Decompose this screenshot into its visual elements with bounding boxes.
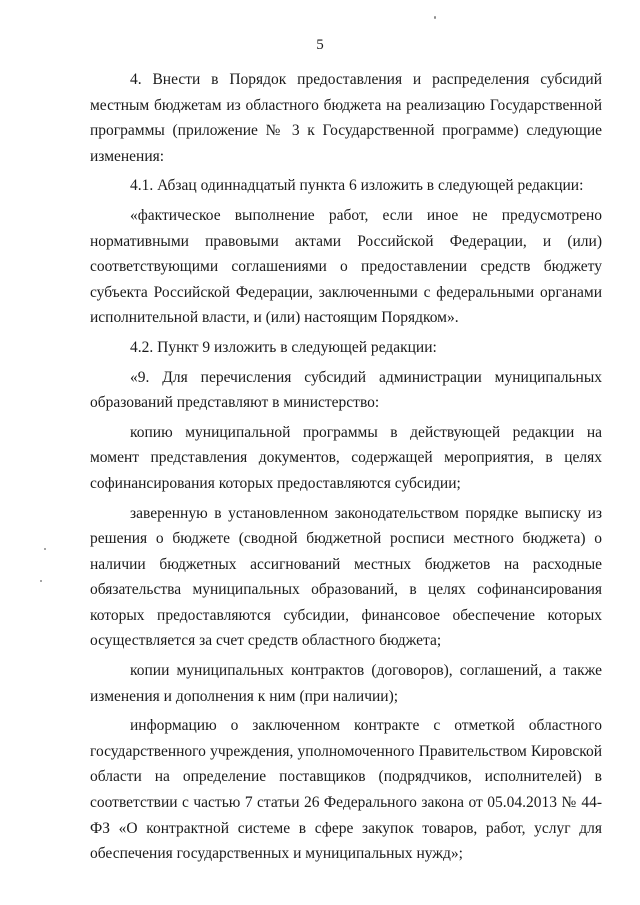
paragraph-item-4: 4. Внести в Порядок предоставления и распределения субсидий местным бюджетам из областного бюджета на реализацию Государственной программы (приложение № 3 к Государственной программе) следующие изменения: — [90, 71, 602, 165]
paragraph-budget-extract: заверенную в установленном законодательством порядке выписку из решения о бюджете (сводной бюджетной росписи местного бюджета) о наличии бюджетных ассигнований местных бюджетов на расходные обязательства муниципальных образований, в целях софинансирования которых предоставляются субсидии, финансовое обеспечение которых осуществляется за счет средств областного бюджета; — [90, 504, 602, 650]
scan-speck — [40, 580, 42, 582]
paragraph-item-9: «9. Для перечисления субсидий администрации муниципальных образований представляют в министерство: — [90, 368, 602, 412]
paragraph-contract-copies: копии муниципальных контрактов (договоров), соглашений, а также изменения и дополнения к ним (при наличии); — [90, 662, 602, 705]
scan-speck — [434, 16, 436, 19]
paragraph-item-4-1: 4.1. Абзац одиннадцатый пункта 6 изложить в следующей редакции: — [130, 177, 584, 195]
scan-speck — [44, 548, 46, 550]
document-body — [90, 67, 602, 867]
paragraph-quote-actual-performance: «фактическое выполнение работ, если иное не предусмотрено нормативными правовыми актами Российской Федерации, и (или) соответствующими соглашениями о предоставлении средств бюджету субъекта Российской Федерации, заключенными с федеральными органами исполнительной власти, и (или) настоящим Порядком». — [90, 206, 602, 327]
page-number: 5 — [316, 37, 324, 53]
paragraph-contract-info: информацию о заключенном контракте с отметкой областного государственного учреждения, уполномоченного Правительством Кировской области на определение поставщиков (подрядчиков, исполнителей) в соответствии с частью 7 статьи 26 Федерального закона от 05.04.2013 № 44-ФЗ «О контрактной системе в сфере закупок товаров, работ, услуг для обеспечения государственных и муниципальных нужд»; — [90, 717, 602, 863]
paragraph-item-4-2: 4.2. Пункт 9 изложить в следующей редакции: — [130, 338, 437, 356]
paragraph-program-copy: копию муниципальной программы в действующей редакции на момент представления документов, содержащей мероприятия, в целях софинансирования которых предоставляются субсидии; — [90, 423, 602, 492]
